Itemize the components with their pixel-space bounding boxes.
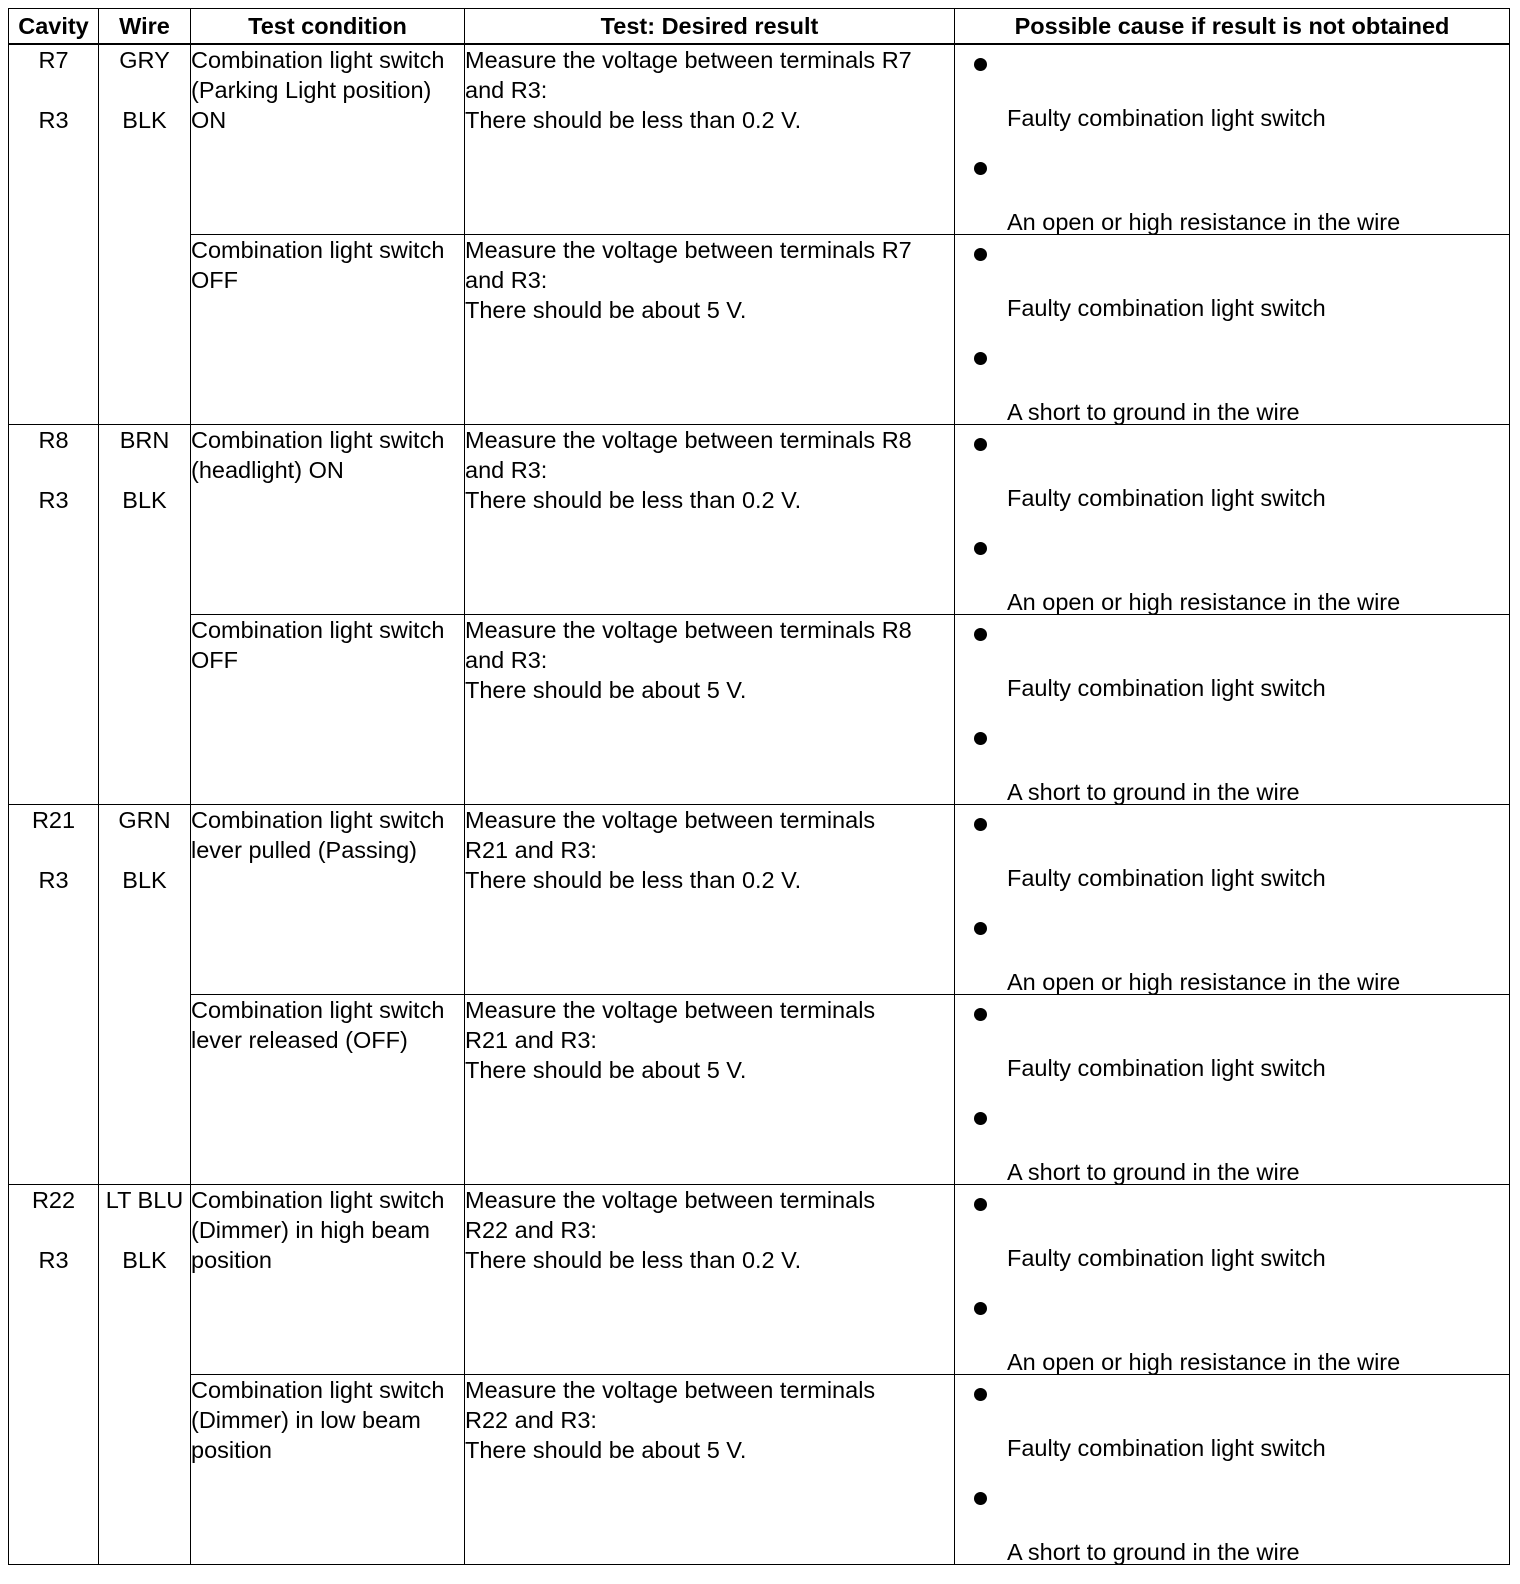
cause-item: An open or high resistance in the wire [1007,969,1401,995]
header-cavity: Cavity [9,9,99,45]
cavity-value: R3 [38,867,69,893]
cause-item: Faulty combination light switch [1007,1245,1326,1271]
possible-cause-cell [955,425,1510,615]
bullet-icon [974,58,987,71]
desired-result-cell: Measure the voltage between terminals R21 and R3: There should be less than 0.2 V. [465,805,955,995]
cause-item: Faulty combination light switch [1007,105,1326,131]
test-condition-cell: Combination light switch lever released (OFF) [191,995,465,1185]
header-possible-cause: Possible cause if result is not obtained [955,9,1510,45]
test-condition-cell: Combination light switch (Dimmer) in low beam position [191,1375,465,1565]
bullet-icon [974,1112,987,1125]
cause-list [955,235,1509,424]
bullet-icon [974,628,987,641]
cause-list [955,1185,1509,1374]
wire-cell [99,805,191,1185]
wire-value: GRY [119,47,170,73]
test-condition-cell: Combination light switch lever pulled (Passing) [191,805,465,995]
bullet-icon [974,248,987,261]
cause-list [955,1375,1509,1564]
wire-cell [99,425,191,805]
cause-item: Faulty combination light switch [1007,865,1326,891]
cavity-value: R3 [38,1247,69,1273]
cause-item: An open or high resistance in the wire [1007,589,1401,615]
possible-cause-cell [955,44,1510,235]
wire-value: GRN [118,807,171,833]
desired-result-cell: Measure the voltage between terminals R7 and R3: There should be about 5 V. [465,235,955,425]
wire-value: BLK [122,487,167,513]
bullet-icon [974,1302,987,1315]
bullet-icon [974,438,987,451]
test-condition-cell: Combination light switch (Parking Light position) ON [191,44,465,235]
cause-item: A short to ground in the wire [1007,1539,1300,1565]
bullet-icon [974,922,987,935]
cause-list [955,805,1509,994]
wire-value: BLK [122,107,167,133]
header-test-condition: Test condition [191,9,465,45]
cause-item: An open or high resistance in the wire [1007,209,1401,235]
table-row [9,235,1510,425]
bullet-icon [974,162,987,175]
desired-result-cell: Measure the voltage between terminals R22 and R3: There should be about 5 V. [465,1375,955,1565]
wire-value: BRN [119,427,170,453]
diagnostic-table [8,8,1510,1565]
bullet-icon [974,1198,987,1211]
possible-cause-cell [955,615,1510,805]
cause-item: Faulty combination light switch [1007,295,1326,321]
cavity-cell [9,44,99,425]
cause-list [955,425,1509,614]
cavity-value: R21 [31,807,76,833]
cause-item: Faulty combination light switch [1007,675,1326,701]
bullet-icon [974,542,987,555]
test-condition-cell: Combination light switch (Dimmer) in high beam position [191,1185,465,1375]
wire-value: BLK [122,1247,167,1273]
bullet-icon [974,1388,987,1401]
possible-cause-cell [955,995,1510,1185]
header-desired-result: Test: Desired result [465,9,955,45]
cause-item: An open or high resistance in the wire [1007,1349,1401,1375]
header-row [9,9,1510,45]
cause-list [955,615,1509,804]
cause-item: Faulty combination light switch [1007,1055,1326,1081]
table-row [9,995,1510,1185]
bullet-icon [974,818,987,831]
bullet-icon [974,1008,987,1021]
cavity-value: R8 [38,427,69,453]
desired-result-cell: Measure the voltage between terminals R7 and R3: There should be less than 0.2 V. [465,44,955,235]
test-condition-cell: Combination light switch OFF [191,615,465,805]
table-body [9,44,1510,1565]
possible-cause-cell [955,1185,1510,1375]
cavity-value: R22 [31,1187,76,1213]
table-row [9,1185,1510,1375]
desired-result-cell: Measure the voltage between terminals R8 and R3: There should be about 5 V. [465,615,955,805]
cause-item: Faulty combination light switch [1007,485,1326,511]
table-row [9,44,1510,235]
possible-cause-cell [955,235,1510,425]
cavity-cell [9,805,99,1185]
wire-cell [99,44,191,425]
table-row [9,425,1510,615]
test-condition-cell: Combination light switch OFF [191,235,465,425]
desired-result-cell: Measure the voltage between terminals R21 and R3: There should be about 5 V. [465,995,955,1185]
table-row [9,1375,1510,1565]
cavity-value: R3 [38,487,69,513]
possible-cause-cell [955,1375,1510,1565]
cavity-value: R7 [38,47,69,73]
cause-list [955,995,1509,1184]
possible-cause-cell [955,805,1510,995]
wire-value: LT BLU [105,1187,184,1213]
test-condition-cell: Combination light switch (headlight) ON [191,425,465,615]
bullet-icon [974,1492,987,1505]
cavity-cell [9,1185,99,1565]
table-row [9,615,1510,805]
wire-cell [99,1185,191,1565]
desired-result-cell: Measure the voltage between terminals R22 and R3: There should be less than 0.2 V. [465,1185,955,1375]
desired-result-cell: Measure the voltage between terminals R8 and R3: There should be less than 0.2 V. [465,425,955,615]
wire-value: BLK [122,867,167,893]
cavity-value: R3 [38,107,69,133]
table-row [9,805,1510,995]
cavity-cell [9,425,99,805]
cause-item: A short to ground in the wire [1007,399,1300,425]
bullet-icon [974,732,987,745]
header-wire: Wire [99,9,191,45]
cause-list [955,45,1509,234]
cause-item: A short to ground in the wire [1007,779,1300,805]
cause-item: Faulty combination light switch [1007,1435,1326,1461]
bullet-icon [974,352,987,365]
cause-item: A short to ground in the wire [1007,1159,1300,1185]
